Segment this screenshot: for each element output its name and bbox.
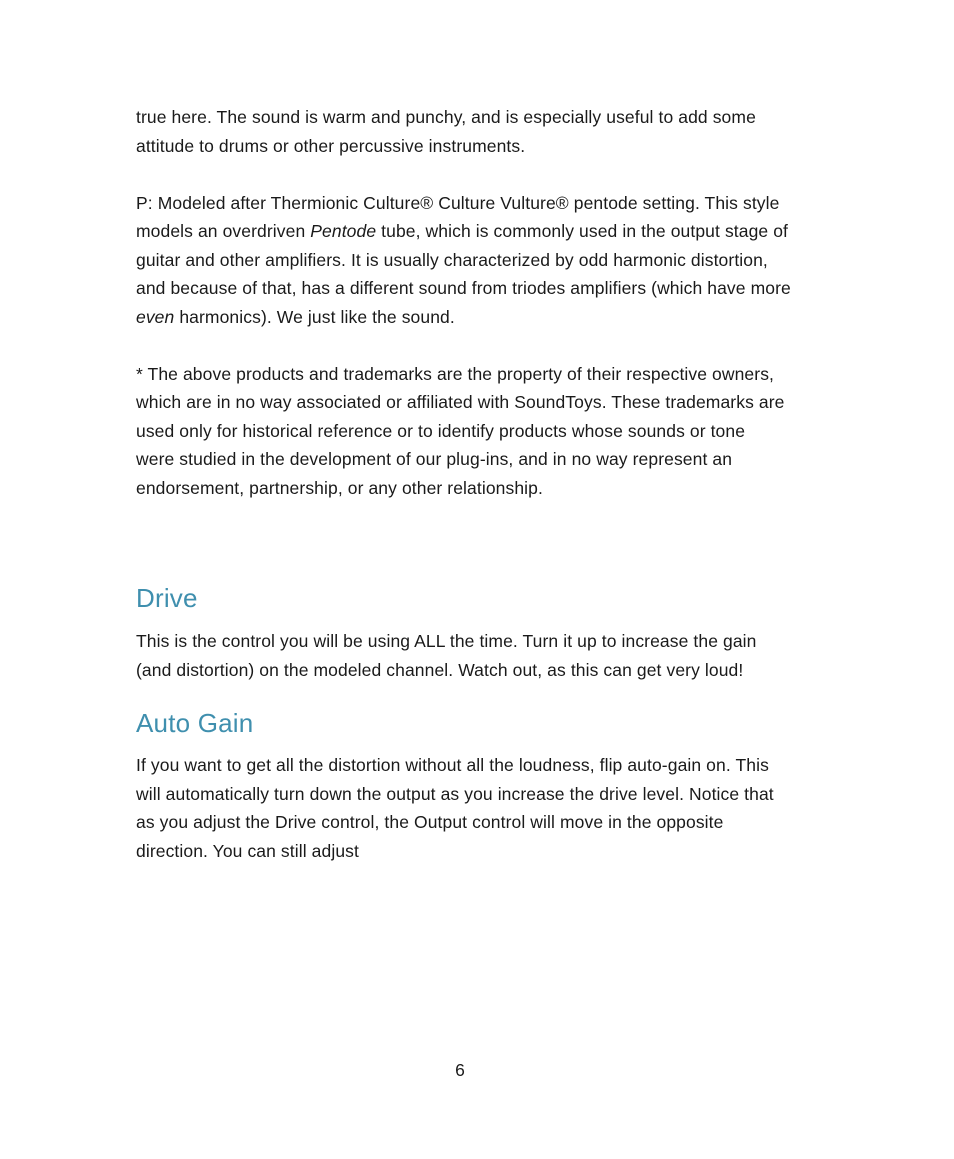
pentode-paragraph (136, 189, 796, 332)
drive-paragraph: This is the control you will be using ALL the time. Turn it up to increase the gain (and distortion) on the modeled channel. Watch out, as this can get very loud! (136, 631, 757, 680)
pentode-term: Pentode (310, 221, 377, 241)
even-term: even (136, 306, 175, 327)
auto-gain-paragraph: If you want to get all the distortion without all the loudness, flip auto-gain on. This will automatically turn down the output as you increase the drive level. Notice that as you adjust the Drive control, the Output control will move in the opposite direction. You can still adjust (136, 755, 774, 861)
pentode-text-3: harmonics). We just like the sound. (174, 306, 455, 327)
auto-gain-heading: Auto Gain (136, 708, 254, 738)
drive-heading: Drive (136, 583, 198, 613)
intro-paragraph: true here. The sound is warm and punchy, and is especially useful to add some attitude to drums or other percussive instruments. (136, 107, 756, 156)
page-number: 6 (455, 1060, 465, 1080)
page-content (136, 103, 796, 865)
trademark-disclaimer: * The above products and trademarks are the property of their respective owners, which are in no way associated or affiliated with SoundToys. These trademarks are used only for historical reference or to identify products whose sounds or tone were studied in the development of our plug-ins, and in no way represent an endorsement, partnership, or any other relationship. (136, 363, 785, 498)
pentode-text-1: P: Modeled after Thermionic Culture® Culture Vulture® pentode setting. This style models an overdriven (136, 192, 780, 241)
pentode-text-2: tube, which is commonly used in the output stage of guitar and other amplifiers. It is usually characterized by odd harmonic distortion, and because of that, has a different sound from triodes amplifiers (which have more (136, 221, 791, 298)
